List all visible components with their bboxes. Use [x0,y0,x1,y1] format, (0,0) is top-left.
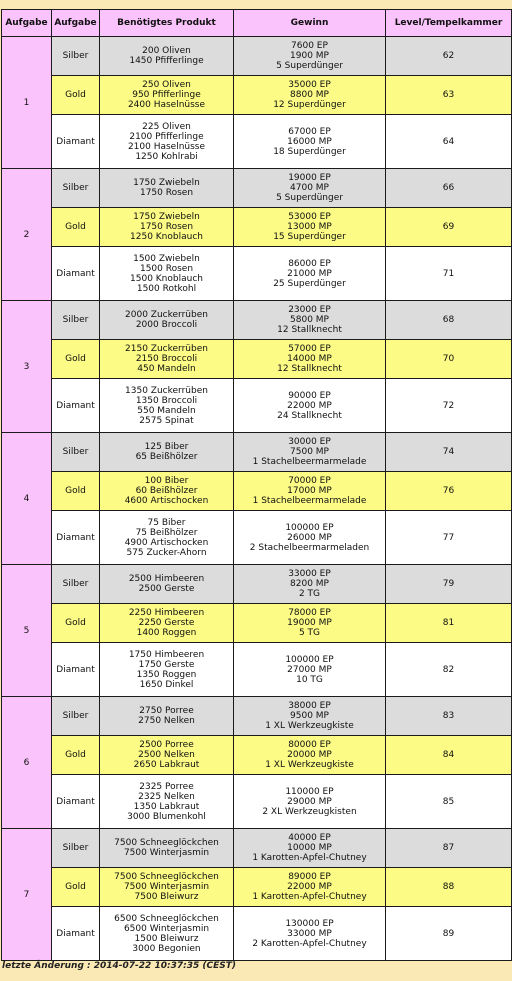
level-value: 85 [386,775,512,829]
reward-line: 2 Karotten-Apfel-Chutney [252,938,367,949]
reward-line: 29000 MP [287,796,332,807]
product-line: 1500 Rotkohl [136,283,197,294]
product-line: 2325 Porree [139,781,194,792]
quest-tier: Silber [52,301,100,340]
reward [234,697,386,736]
required-products [100,301,234,340]
table-row [2,247,512,301]
quest-tier: Diamant [52,115,100,169]
product-line: 575 Zucker-Ahorn [126,547,207,558]
reward-line: 1 Stachelbeermarmelade [252,457,367,467]
product-line: 2150 Broccoli [135,354,198,364]
quest-tier: Silber [52,169,100,208]
product-line: 1750 Zwiebeln [133,212,200,222]
required-products [100,37,234,76]
reward [234,775,386,829]
reward-line: 67000 EP [288,126,331,137]
product-line: 950 Pfifferlinge [132,90,201,100]
reward-line: 2 Stachelbeermarmeladen [249,542,370,553]
table-row [2,775,512,829]
required-products [100,247,234,301]
product-line: 2500 Gerste [138,584,195,594]
reward [234,208,386,247]
quest-tier: Gold [52,472,100,511]
reward-line: 19000 MP [287,618,332,628]
level-value: 88 [386,868,512,907]
reward-line: 90000 EP [288,390,331,401]
reward-line: 1 Karotten-Apfel-Chutney [252,853,367,863]
table-row [2,511,512,565]
reward-line: 5 TG [298,628,321,638]
required-products [100,169,234,208]
reward [234,907,386,961]
required-products [100,775,234,829]
quest-number: 5 [2,565,52,697]
table-row [2,115,512,169]
quest-number: 3 [2,301,52,433]
reward-line: 19000 EP [288,173,331,183]
level-value: 72 [386,379,512,433]
product-line: 7500 Schneeglöckchen [114,838,219,848]
quest-tier: Gold [52,340,100,379]
product-line: 2500 Himbeeren [128,574,205,584]
level-value: 70 [386,340,512,379]
product-line: 75 Biber [147,517,186,528]
quest-table [1,9,512,961]
required-products [100,565,234,604]
reward-line: 12 Stallknecht [277,364,342,374]
reward-line: 70000 EP [288,476,331,486]
reward-line: 35000 EP [288,80,331,90]
reward-line: 20000 MP [287,750,332,760]
level-value: 71 [386,247,512,301]
product-line: 2000 Zuckerrüben [125,310,208,320]
product-line: 2500 Porree [139,740,194,750]
reward-line: 5800 MP [290,315,329,325]
level-value: 62 [386,37,512,76]
quest-tier: Gold [52,868,100,907]
product-line: 1750 Zwiebeln [133,178,200,188]
quest-tier: Diamant [52,643,100,697]
required-products [100,208,234,247]
reward-line: 24 Stallknecht [277,410,342,421]
product-line: 3000 Blumenkohl [127,811,206,822]
product-line: 1750 Gerste [138,659,195,670]
product-line: 75 Beißhölzer [135,527,198,538]
table-row [2,868,512,907]
product-line: 4600 Artischocken [124,496,209,506]
level-value: 76 [386,472,512,511]
required-products [100,907,234,961]
level-value: 81 [386,604,512,643]
level-value: 64 [386,115,512,169]
level-value: 66 [386,169,512,208]
product-line: 1750 Rosen [139,222,194,232]
reward [234,565,386,604]
reward-line: 1 XL Werkzeugkiste [265,721,354,731]
reward [234,37,386,76]
reward-line: 21000 MP [287,268,332,279]
reward-line: 40000 EP [288,833,331,843]
quest-number: 7 [2,829,52,961]
reward-line: 33000 MP [287,928,332,939]
product-line: 100 Biber [144,476,189,486]
reward-line: 14000 MP [287,354,332,364]
reward-line: 23000 EP [288,305,331,315]
reward-line: 25 Superdünger [273,278,346,289]
required-products [100,868,234,907]
table-row [2,76,512,115]
quest-table-body [2,37,512,961]
last-modified: letzte Änderung : 2014-07-22 10:37:35 (CEST) [2,961,236,971]
reward-line: 10 TG [296,674,323,685]
reward-line: 12 Superdünger [273,100,346,110]
table-row [2,829,512,868]
reward-line: 86000 EP [288,258,331,269]
reward-line: 1 Karotten-Apfel-Chutney [252,892,367,902]
product-line: 6500 Schneeglöckchen [114,913,219,924]
product-line: 2100 Haselnüsse [127,141,206,152]
required-products [100,115,234,169]
product-line: 1400 Roggen [136,628,197,638]
product-line: 1500 Knoblauch [130,273,203,284]
header-reward: Gewinn [234,10,386,37]
header-row [2,10,512,37]
product-line: 1500 Bleiwurz [134,933,199,944]
product-line: 1250 Kohlrabi [135,151,198,162]
level-value: 79 [386,565,512,604]
reward [234,736,386,775]
product-line: 1350 Zuckerrüben [125,385,208,396]
reward-line: 100000 EP [285,522,334,533]
quest-tier: Silber [52,37,100,76]
reward [234,643,386,697]
product-line: 1350 Broccoli [135,395,198,406]
product-line: 2150 Zuckerrüben [125,344,208,354]
quest-tier: Gold [52,604,100,643]
table-row [2,340,512,379]
required-products [100,643,234,697]
product-line: 2250 Himbeeren [128,608,205,618]
header-quest-tier: Aufgabe [52,10,100,37]
level-value: 82 [386,643,512,697]
reward-line: 33000 EP [288,569,331,579]
reward-line: 78000 EP [288,608,331,618]
table-row [2,736,512,775]
quest-tier: Silber [52,565,100,604]
quest-tier: Silber [52,697,100,736]
level-value: 84 [386,736,512,775]
product-line: 1450 Pfifferlinge [129,56,204,66]
table-row [2,604,512,643]
table-row [2,169,512,208]
table-row [2,565,512,604]
product-line: 200 Oliven [142,46,191,56]
reward-line: 2 TG [298,589,321,599]
reward [234,76,386,115]
quest-tier: Gold [52,208,100,247]
product-line: 125 Biber [144,442,189,452]
reward-line: 5 Superdünger [276,193,343,203]
product-line: 225 Oliven [142,121,191,132]
level-value: 83 [386,697,512,736]
product-line: 1250 Knoblauch [130,232,203,242]
required-products [100,472,234,511]
quest-tier: Diamant [52,511,100,565]
reward [234,433,386,472]
product-line: 1500 Zwiebeln [133,253,200,264]
required-products [100,433,234,472]
reward-line: 57000 EP [288,344,331,354]
required-products [100,511,234,565]
required-products [100,829,234,868]
quest-number: 6 [2,697,52,829]
reward-line: 26000 MP [287,532,332,543]
reward-line: 17000 MP [287,486,332,496]
product-line: 2100 Pfifferlinge [129,131,204,142]
quest-number: 1 [2,37,52,169]
table-row [2,301,512,340]
product-line: 2400 Haselnüsse [127,100,206,110]
level-value: 74 [386,433,512,472]
reward-line: 16000 MP [287,136,332,147]
header-level: Level/Tempelkammer [386,10,512,37]
product-line: 550 Mandeln [137,405,196,416]
required-products [100,697,234,736]
product-line: 1650 Dinkel [139,679,194,690]
table-row [2,379,512,433]
reward-line: 27000 MP [287,664,332,675]
reward-line: 15 Superdünger [273,232,346,242]
reward [234,379,386,433]
product-line: 1350 Roggen [136,669,197,680]
quest-tier: Silber [52,829,100,868]
table-row [2,208,512,247]
reward [234,604,386,643]
product-line: 7500 Winterjasmin [123,882,210,892]
reward-line: 9500 MP [290,711,329,721]
table-row [2,697,512,736]
reward-line: 22000 MP [287,400,332,411]
required-products [100,76,234,115]
quest-number: 4 [2,433,52,565]
product-line: 2000 Broccoli [135,320,198,330]
product-line: 60 Beißhölzer [135,486,198,496]
header-quest-number: Aufgabe [2,10,52,37]
table-row [2,643,512,697]
product-line: 7500 Winterjasmin [123,848,210,858]
reward [234,868,386,907]
level-value: 69 [386,208,512,247]
product-line: 1350 Labkraut [133,801,200,812]
product-line: 6500 Winterjasmin [123,923,210,934]
reward-line: 8800 MP [290,90,329,100]
product-line: 1750 Himbeeren [128,649,205,660]
product-line: 450 Mandeln [137,364,196,374]
reward-line: 38000 EP [288,701,331,711]
reward-line: 5 Superdünger [276,61,343,71]
reward [234,511,386,565]
reward-line: 7600 EP [291,41,328,51]
quest-tier: Diamant [52,379,100,433]
reward-line: 1 Stachelbeermarmelade [252,496,367,506]
table-row [2,472,512,511]
reward-line: 7500 MP [290,447,329,457]
reward [234,169,386,208]
table-row [2,37,512,76]
level-value: 68 [386,301,512,340]
product-line: 7500 Bleiwurz [134,892,199,902]
product-line: 65 Beißhölzer [135,452,198,462]
level-value: 77 [386,511,512,565]
reward-line: 8200 MP [290,579,329,589]
quest-tier: Diamant [52,907,100,961]
quest-number: 2 [2,169,52,301]
product-line: 1750 Rosen [139,188,194,198]
reward-line: 80000 EP [288,740,331,750]
quest-tier: Gold [52,736,100,775]
level-value: 87 [386,829,512,868]
reward-line: 10000 MP [287,843,332,853]
level-value: 89 [386,907,512,961]
table-row [2,433,512,472]
product-line: 1500 Rosen [139,263,194,274]
reward [234,340,386,379]
table-row [2,907,512,961]
product-line: 2500 Nelken [138,750,195,760]
reward-line: 53000 EP [288,212,331,222]
quest-tier: Silber [52,433,100,472]
reward [234,472,386,511]
reward-line: 30000 EP [288,437,331,447]
product-line: 2250 Gerste [138,618,195,628]
level-value: 63 [386,76,512,115]
required-products [100,604,234,643]
reward-line: 13000 MP [287,222,332,232]
product-line: 2325 Nelken [138,791,195,802]
header-required-product: Benötigtes Produkt [100,10,234,37]
product-line: 2750 Porree [139,706,194,716]
product-line: 2575 Spinat [139,415,194,426]
required-products [100,736,234,775]
product-line: 2650 Labkraut [133,760,200,770]
reward-line: 12 Stallknecht [277,325,342,335]
quest-tier: Diamant [52,247,100,301]
reward [234,247,386,301]
reward-line: 18 Superdünger [273,146,346,157]
product-line: 3000 Begonien [132,943,201,954]
reward-line: 110000 EP [285,786,334,797]
reward [234,115,386,169]
product-line: 7500 Schneeglöckchen [114,872,219,882]
required-products [100,340,234,379]
reward-line: 100000 EP [285,654,334,665]
required-products [100,379,234,433]
product-line: 2750 Nelken [138,716,195,726]
reward-line: 89000 EP [288,872,331,882]
reward-line: 4700 MP [290,183,329,193]
reward [234,829,386,868]
reward-line: 1900 MP [290,51,329,61]
product-line: 4900 Artischocken [124,537,209,548]
product-line: 250 Oliven [142,80,191,90]
reward-line: 130000 EP [285,918,334,929]
quest-tier: Gold [52,76,100,115]
reward-line: 22000 MP [287,882,332,892]
reward-line: 2 XL Werkzeugkisten [262,806,357,817]
reward [234,301,386,340]
reward-line: 1 XL Werkzeugkiste [265,760,354,770]
quest-tier: Diamant [52,775,100,829]
